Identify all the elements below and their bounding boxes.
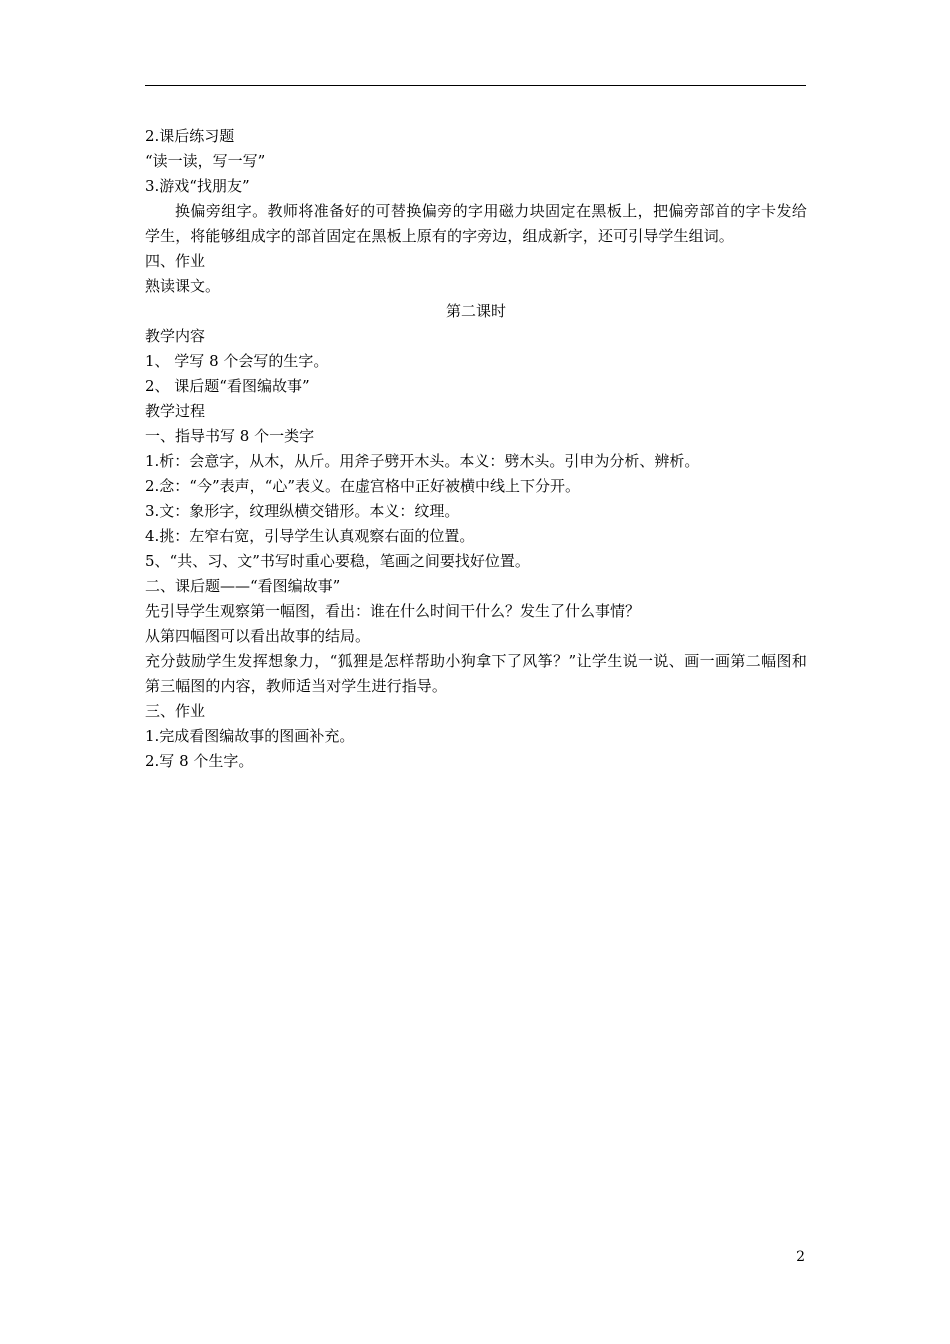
header-rule — [145, 85, 806, 86]
section-heading: 一、指导书写 8 个一类字 — [145, 427, 315, 445]
section-heading: 二、课后题——“看图编故事” — [145, 577, 341, 595]
lesson-title: 第二课时 — [445, 302, 506, 320]
text-line: 熟读课文。 — [145, 277, 221, 295]
document-body — [145, 124, 807, 774]
list-item: 1.完成看图编故事的图画补充。 — [145, 727, 355, 745]
section-heading: 三、作业 — [145, 702, 206, 720]
text-line: 2.课后练习题 — [145, 127, 235, 145]
list-item: 2.念：“今”表声，“心”表义。在虚宫格中正好被横中线上下分开。 — [145, 477, 580, 495]
list-item: 2.写 8 个生字。 — [145, 752, 254, 770]
game-paragraph: 换偏旁组字。教师将准备好的可替换偏旁的字用磁力块固定在黑板上，把偏旁部首的字卡发给学生，将能够组成字的部首固定在黑板上原有的字旁边，组成新字，还可引导学生组词。 — [145, 202, 807, 245]
section-heading: 四、作业 — [145, 252, 206, 270]
list-item: 2、 课后题“看图编故事” — [145, 377, 310, 395]
text-line: 先引导学生观察第一幅图，看出：谁在什么时间干什么？发生了什么事情？ — [145, 602, 641, 620]
text-line: “读一读，写一写” — [145, 152, 266, 170]
list-item: 4.挑：左窄右宽，引导学生认真观察右面的位置。 — [145, 527, 475, 545]
list-item: 1.析：会意字，从木，从斤。用斧子劈开木头。本义：劈木头。引申为分析、辨析。 — [145, 452, 700, 470]
list-item: 1、 学写 8 个会写的生字。 — [145, 352, 329, 370]
section-heading: 教学内容 — [145, 327, 206, 345]
text-line: 从第四幅图可以看出故事的结局。 — [145, 627, 371, 645]
list-item: 3.文：象形字，纹理纵横交错形。本义：纹理。 — [145, 502, 460, 520]
story-paragraph: 充分鼓励学生发挥想象力，“狐狸是怎样帮助小狗拿下了风筝？”让学生说一说、画一画第二幅图和第三幅图的内容，教师适当对学生进行指导。 — [145, 652, 807, 695]
page-number: 2 — [796, 1249, 805, 1265]
list-item: 5、“共、习、文”书写时重心要稳，笔画之间要找好位置。 — [145, 552, 530, 570]
text-line: 3.游戏“找朋友” — [145, 177, 250, 195]
section-heading: 教学过程 — [145, 402, 206, 420]
